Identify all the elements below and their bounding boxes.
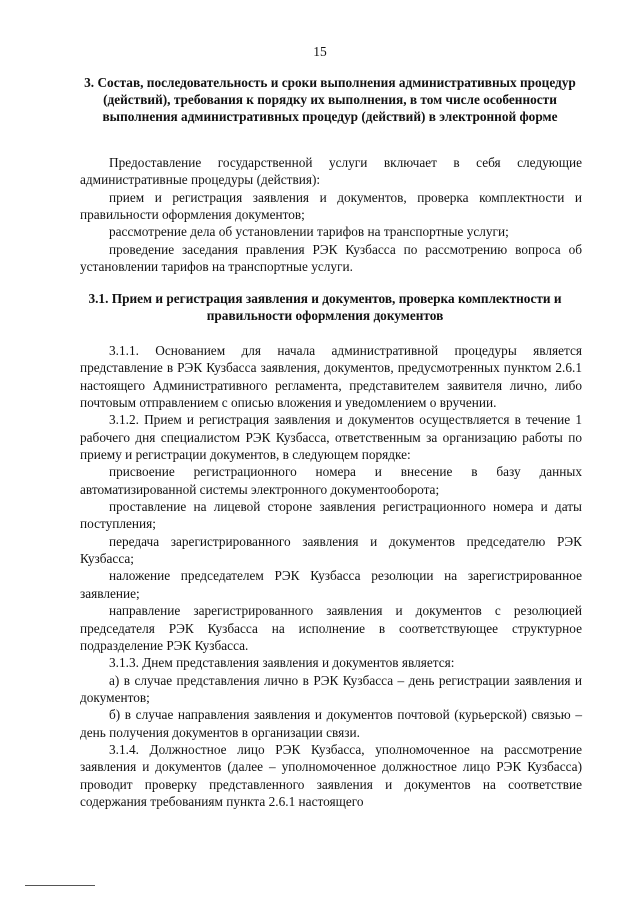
section-3-heading: 3. Состав, последовательность и сроки выполнения административных процедур (действий), требования к порядку их выполнения, в том числе особенности выполнения административных процедур (действий) в электронной форме <box>84 75 576 124</box>
paragraph: передача зарегистрированного заявления и документов председателю РЭК Кузбасса; <box>80 533 582 567</box>
paragraph: 3.1.1. Основанием для начала административной процедуры является представление в РЭК Кузбасса заявления, документов, предусмотренных пунктом 2.6.1 настоящего Административного регламента, представителем заявителя лично, либо почтовым отправлением с описью вложения и уведомлением о вручении. <box>80 343 582 411</box>
paragraph: направление зарегистрированного заявления и документов с резолюцией председателя РЭК Кузбасса на исполнение в соответствующее структурное подразделение РЭК Кузбасса. <box>80 603 582 653</box>
paragraph: 3.1.2. Прием и регистрация заявления и документов осуществляется в течение 1 рабочего дня специалистом РЭК Кузбасса, ответственным за организацию работы по приему и регистрации документов, в следующем порядке: <box>80 412 582 463</box>
paragraph: 3.1.4. Должностное лицо РЭК Кузбасса, уполномоченное на рассмотрение заявления и документов (далее – уполномоченное должностное лицо РЭК Кузбасса) проводит проверку представленного заявления и документов на соответствие содержания требованиям пункта 2.6.1 настоящего <box>80 741 582 809</box>
paragraph: наложение председателем РЭК Кузбасса резолюции на зарегистрированное заявление; <box>80 568 582 601</box>
paragraph: присвоение регистрационного номера и внесение в базу данных автоматизированной системы электронного документооборота; <box>80 464 582 497</box>
section-3-1-heading: 3.1. Прием и регистрация заявления и документов, проверка комплектности и правильности оформления документов <box>88 291 562 323</box>
footer-divider <box>25 885 95 886</box>
paragraph: рассмотрение дела об установлении тарифов на транспортные услуги; <box>109 224 509 240</box>
section-3-1-body <box>80 342 582 810</box>
paragraph: а) в случае представления лично в РЭК Кузбасса – день регистрации заявления и документов; <box>80 672 582 705</box>
paragraph: проведение заседания правления РЭК Кузбасса по рассмотрению вопроса об установлении тарифов на транспортные услуги. <box>80 241 582 275</box>
paragraph: б) в случае направления заявления и документов почтовой (курьерской) связью – день получения документов в организации связи. <box>80 707 582 740</box>
page-number: 15 <box>313 44 327 59</box>
paragraph: прием и регистрация заявления и документов, проверка комплектности и правильности оформления документов; <box>80 189 582 223</box>
paragraph: Предоставление государственной услуги включает в себя следующие административные процедуры (действия): <box>80 155 582 188</box>
section-3-body <box>80 154 582 275</box>
paragraph: 3.1.3. Днем представления заявления и документов является: <box>109 655 455 671</box>
paragraph: проставление на лицевой стороне заявления регистрационного номера и даты поступления; <box>80 499 582 532</box>
